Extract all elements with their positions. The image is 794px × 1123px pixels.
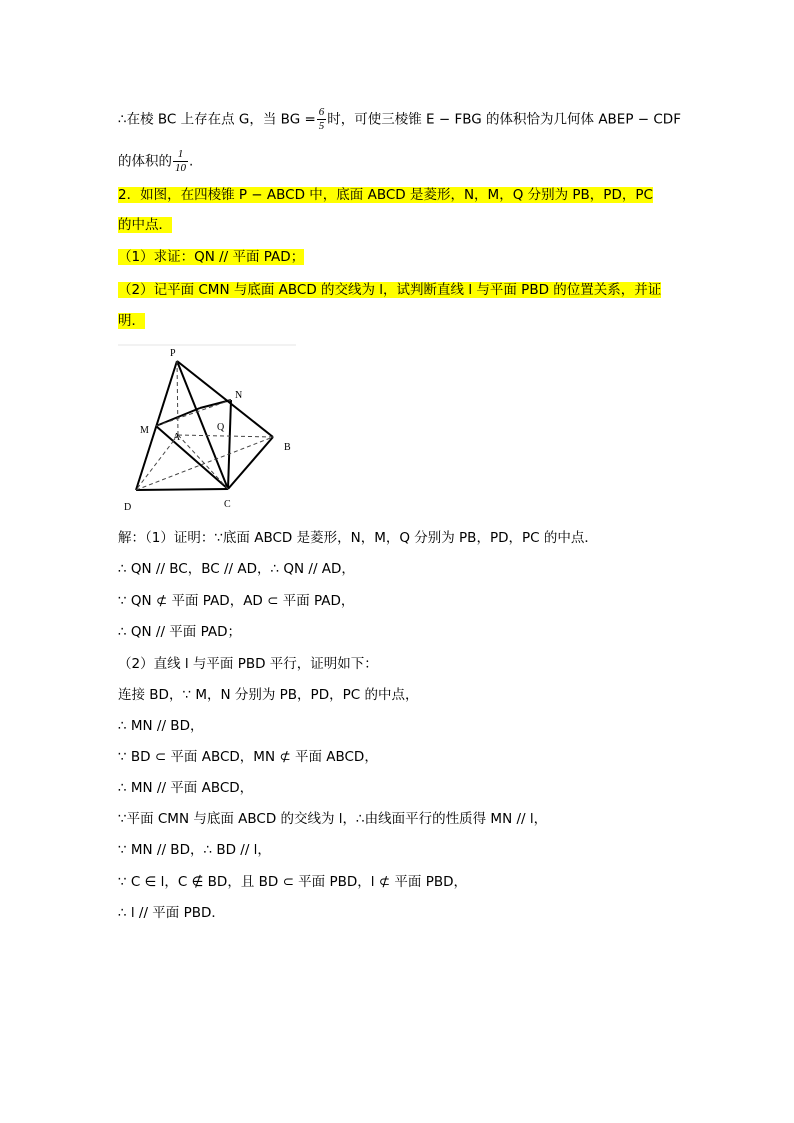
- solution-line-9: ∴ MN // 平面 ABCD，: [118, 780, 254, 796]
- problem-part-2-line-1: [118, 280, 661, 300]
- prev-line2-part-a: 的体积的: [118, 153, 172, 170]
- label-C: C: [224, 499, 231, 510]
- solution-line-4: ∴ QN // 平面 PAD；: [118, 624, 241, 640]
- problem-stem-text-1: 2．如图，在四棱锥 P − ABCD 中，底面 ABCD 是菱形，N，M，Q 分别为 PB，PD，PC: [118, 187, 653, 203]
- label-M: M: [140, 425, 149, 436]
- solution-line-8: ∵ BD ⊂ 平面 ABCD，MN ⊄ 平面 ABCD，: [118, 749, 378, 765]
- prev-line1-part-b: 时，可使三棱锥 E − FBG 的体积恰为几何体 ABEP − CDF: [327, 111, 681, 128]
- fraction-numerator: 1: [173, 148, 188, 162]
- solution-line-10: ∵平面 CMN 与底面 ABCD 的交线为 l，∴由线面平行的性质得 MN // l，: [118, 811, 548, 827]
- edge-NC: [228, 400, 231, 489]
- solution-line-6: 连接 BD，∵ M，N 分别为 PB，PD，PC 的中点，: [118, 687, 419, 703]
- pyramid-figure: [118, 342, 298, 517]
- edge-AB: [178, 435, 273, 437]
- fraction-1-10: [173, 148, 188, 175]
- label-D: D: [124, 502, 132, 513]
- problem-stem-line-2: [118, 215, 172, 235]
- solution-line-11: ∵ MN // BD，∴ BD // l，: [118, 842, 271, 858]
- fraction-6-5: [317, 106, 327, 133]
- solution-line-5: （2）直线 l 与平面 PBD 平行，证明如下：: [118, 656, 378, 672]
- solution-line-3: ∵ QN ⊄ 平面 PAD，AD ⊂ 平面 PAD，: [118, 593, 355, 609]
- fraction-denominator: 5: [318, 120, 325, 132]
- edge-DC: [136, 489, 228, 490]
- fraction-numerator: 6: [318, 106, 325, 118]
- solution-line-13: ∴ l // 平面 PBD．: [118, 905, 225, 921]
- edge-CB: [228, 437, 273, 489]
- pyramid-diagram: [118, 342, 298, 517]
- problem-part-2-text-2: 明．: [118, 313, 145, 329]
- solution-line-2: ∴ QN // BC，BC // AD，∴ QN // AD，: [118, 561, 355, 577]
- prev-line2-part-b: .: [189, 153, 194, 170]
- problem-stem-text-2: 的中点．: [118, 217, 172, 233]
- solution-line-1: 解：（1）证明：∵底面 ABCD 是菱形，N，M，Q 分别为 PB，PD，PC 的中点．: [118, 530, 598, 546]
- label-Q: Q: [217, 422, 225, 433]
- fraction-denominator: 10: [175, 162, 186, 174]
- label-A: A: [173, 432, 181, 443]
- problem-part-1-text: （1）求证：QN // 平面 PAD；: [118, 249, 305, 265]
- problem-part-2-line-2: [118, 311, 145, 331]
- problem-part-2-text-1: （2）记平面 CMN 与底面 ABCD 的交线为 l，试判断直线 l 与平面 PBD 的位置关系，并证: [118, 282, 662, 298]
- label-P: P: [170, 348, 176, 359]
- problem-part-1: [118, 247, 304, 267]
- edge-AC: [178, 435, 228, 489]
- hidden-edges: [136, 361, 273, 490]
- label-N: N: [235, 390, 243, 401]
- prev-conclusion-line-1: [118, 106, 681, 133]
- solution-line-7: ∴ MN // BD，: [118, 718, 204, 734]
- problem-stem-line-1: [118, 185, 653, 205]
- label-B: B: [284, 442, 291, 453]
- solution-line-12: ∵ C ∈ l，C ∉ BD，且 BD ⊂ 平面 PBD，l ⊄ 平面 PBD，: [118, 874, 467, 890]
- prev-conclusion-line-2: [118, 148, 193, 175]
- edge-QN: [200, 400, 231, 408]
- prev-line1-part-a: ∴在棱 BC 上存在点 G，当 BG =: [118, 111, 316, 128]
- edge-PA: [177, 361, 178, 435]
